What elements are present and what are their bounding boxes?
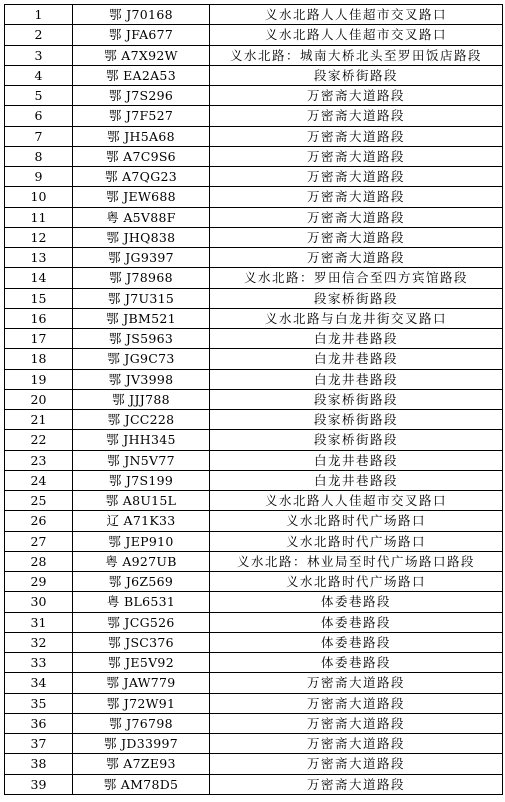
plate-number: 鄂 JV3998	[73, 369, 210, 389]
table-row	[5, 106, 503, 126]
table-row	[5, 369, 503, 389]
plate-number: 粤 A5V88F	[73, 207, 210, 227]
row-number: 37	[5, 734, 73, 754]
plate-number: 鄂 JHH345	[73, 430, 210, 450]
row-number: 6	[5, 106, 73, 126]
violation-location: 段家桥街路段	[210, 410, 503, 430]
violation-location: 义水北路：城南大桥北头至罗田饭店路段	[210, 45, 503, 65]
violation-location: 义水北路与白龙井街交叉路口	[210, 308, 503, 328]
table-row	[5, 146, 503, 166]
row-number: 18	[5, 349, 73, 369]
table-row	[5, 227, 503, 247]
violation-location: 段家桥街路段	[210, 65, 503, 85]
plate-number: 鄂 JG9C73	[73, 349, 210, 369]
table-row	[5, 25, 503, 45]
violation-location: 万密斋大道路段	[210, 227, 503, 247]
table-row	[5, 329, 503, 349]
plate-number: 鄂 EA2A53	[73, 65, 210, 85]
row-number: 28	[5, 551, 73, 571]
violation-location: 体委巷路段	[210, 653, 503, 673]
table-row	[5, 65, 503, 85]
plate-number: 鄂 JS5963	[73, 329, 210, 349]
row-number: 5	[5, 86, 73, 106]
violation-location: 万密斋大道路段	[210, 713, 503, 733]
row-number: 11	[5, 207, 73, 227]
row-number: 4	[5, 65, 73, 85]
plate-number: 鄂 JD33997	[73, 734, 210, 754]
row-number: 39	[5, 774, 73, 794]
plate-number: 鄂 J7U315	[73, 288, 210, 308]
plate-number: 鄂 JHQ838	[73, 227, 210, 247]
table-row	[5, 754, 503, 774]
table-row	[5, 511, 503, 531]
violation-location: 万密斋大道路段	[210, 126, 503, 146]
plate-number: 鄂 A7QG23	[73, 167, 210, 187]
row-number: 24	[5, 470, 73, 490]
row-number: 16	[5, 308, 73, 328]
violation-location: 体委巷路段	[210, 592, 503, 612]
row-number: 8	[5, 146, 73, 166]
table-body	[5, 5, 503, 795]
violation-location: 段家桥街路段	[210, 430, 503, 450]
table-row	[5, 774, 503, 794]
violation-location: 万密斋大道路段	[210, 734, 503, 754]
row-number: 20	[5, 389, 73, 409]
table-row	[5, 349, 503, 369]
plate-number: 鄂 JEW688	[73, 187, 210, 207]
table-row	[5, 551, 503, 571]
plate-number: 鄂 JBM521	[73, 308, 210, 328]
violation-location: 白龙井巷路段	[210, 369, 503, 389]
row-number: 3	[5, 45, 73, 65]
row-number: 19	[5, 369, 73, 389]
table-row	[5, 734, 503, 754]
row-number: 27	[5, 531, 73, 551]
violation-location: 万密斋大道路段	[210, 754, 503, 774]
row-number: 30	[5, 592, 73, 612]
table-row	[5, 713, 503, 733]
plate-number: 鄂 J7F527	[73, 106, 210, 126]
violation-location: 义水北路：罗田信合至四方宾馆路段	[210, 268, 503, 288]
table-row	[5, 531, 503, 551]
table-row	[5, 612, 503, 632]
violation-location: 万密斋大道路段	[210, 106, 503, 126]
plate-number: 鄂 JJJ788	[73, 389, 210, 409]
row-number: 13	[5, 248, 73, 268]
table-row	[5, 653, 503, 673]
plate-number: 鄂 JG9397	[73, 248, 210, 268]
table-row	[5, 86, 503, 106]
plate-number: 鄂 A8U15L	[73, 491, 210, 511]
violation-location: 万密斋大道路段	[210, 207, 503, 227]
table-row	[5, 470, 503, 490]
row-number: 22	[5, 430, 73, 450]
violation-location: 义水北路时代广场路口	[210, 531, 503, 551]
plate-number: 鄂 J78968	[73, 268, 210, 288]
table-row	[5, 207, 503, 227]
plate-number: 鄂 J7S199	[73, 470, 210, 490]
plate-number: 鄂 JH5A68	[73, 126, 210, 146]
plate-number: 粤 A927UB	[73, 551, 210, 571]
table-row	[5, 410, 503, 430]
plate-number: 鄂 A7X92W	[73, 45, 210, 65]
row-number: 36	[5, 713, 73, 733]
plate-number: 鄂 A7ZE93	[73, 754, 210, 774]
table-row	[5, 430, 503, 450]
row-number: 23	[5, 450, 73, 470]
row-number: 21	[5, 410, 73, 430]
violation-location: 义水北路时代广场路口	[210, 511, 503, 531]
row-number: 15	[5, 288, 73, 308]
violation-location: 义水北路人人佳超市交叉路口	[210, 491, 503, 511]
table-row	[5, 491, 503, 511]
violation-location: 义水北路人人佳超市交叉路口	[210, 25, 503, 45]
table-row	[5, 308, 503, 328]
table-row	[5, 673, 503, 693]
violation-location: 体委巷路段	[210, 632, 503, 652]
table-row	[5, 126, 503, 146]
violation-location: 义水北路人人佳超市交叉路口	[210, 5, 503, 25]
row-number: 7	[5, 126, 73, 146]
violation-location: 白龙井巷路段	[210, 450, 503, 470]
violation-location: 万密斋大道路段	[210, 146, 503, 166]
table-row	[5, 187, 503, 207]
violation-location: 万密斋大道路段	[210, 774, 503, 794]
table-row	[5, 450, 503, 470]
plate-number: 鄂 JAW779	[73, 673, 210, 693]
violation-location: 万密斋大道路段	[210, 167, 503, 187]
table-row	[5, 592, 503, 612]
row-number: 26	[5, 511, 73, 531]
plate-number: 鄂 J76798	[73, 713, 210, 733]
plate-number: 鄂 AM78D5	[73, 774, 210, 794]
plate-number: 辽 A71K33	[73, 511, 210, 531]
row-number: 25	[5, 491, 73, 511]
plate-number: 鄂 J72W91	[73, 693, 210, 713]
row-number: 2	[5, 25, 73, 45]
row-number: 33	[5, 653, 73, 673]
table-row	[5, 389, 503, 409]
violation-location: 万密斋大道路段	[210, 86, 503, 106]
table-row	[5, 268, 503, 288]
plate-number: 鄂 JCG526	[73, 612, 210, 632]
row-number: 9	[5, 167, 73, 187]
row-number: 10	[5, 187, 73, 207]
row-number: 38	[5, 754, 73, 774]
plate-number: 鄂 J6Z569	[73, 572, 210, 592]
table-row	[5, 288, 503, 308]
table-row	[5, 248, 503, 268]
violation-location: 义水北路：林业局至时代广场路口路段	[210, 551, 503, 571]
table-row	[5, 45, 503, 65]
row-number: 34	[5, 673, 73, 693]
row-number: 35	[5, 693, 73, 713]
plate-number: 鄂 JSC376	[73, 632, 210, 652]
violation-location: 万密斋大道路段	[210, 693, 503, 713]
violation-table	[4, 4, 503, 795]
violation-location: 义水北路时代广场路口	[210, 572, 503, 592]
plate-number: 鄂 J70168	[73, 5, 210, 25]
row-number: 14	[5, 268, 73, 288]
row-number: 31	[5, 612, 73, 632]
violation-location: 体委巷路段	[210, 612, 503, 632]
row-number: 29	[5, 572, 73, 592]
table-row	[5, 5, 503, 25]
violation-location: 白龙井巷路段	[210, 349, 503, 369]
violation-location: 段家桥街路段	[210, 288, 503, 308]
plate-number: 鄂 JEP910	[73, 531, 210, 551]
violation-location: 万密斋大道路段	[210, 248, 503, 268]
plate-number: 鄂 JCC228	[73, 410, 210, 430]
violation-location: 白龙井巷路段	[210, 470, 503, 490]
row-number: 17	[5, 329, 73, 349]
table-row	[5, 572, 503, 592]
violation-location: 段家桥街路段	[210, 389, 503, 409]
plate-number: 粤 BL6531	[73, 592, 210, 612]
table-row	[5, 167, 503, 187]
table-row	[5, 632, 503, 652]
row-number: 32	[5, 632, 73, 652]
violation-location: 万密斋大道路段	[210, 187, 503, 207]
row-number: 1	[5, 5, 73, 25]
row-number: 12	[5, 227, 73, 247]
table-row	[5, 693, 503, 713]
violation-location: 白龙井巷路段	[210, 329, 503, 349]
plate-number: 鄂 JFA677	[73, 25, 210, 45]
plate-number: 鄂 A7C9S6	[73, 146, 210, 166]
violation-location: 万密斋大道路段	[210, 673, 503, 693]
plate-number: 鄂 JN5V77	[73, 450, 210, 470]
plate-number: 鄂 J7S296	[73, 86, 210, 106]
plate-number: 鄂 JE5V92	[73, 653, 210, 673]
